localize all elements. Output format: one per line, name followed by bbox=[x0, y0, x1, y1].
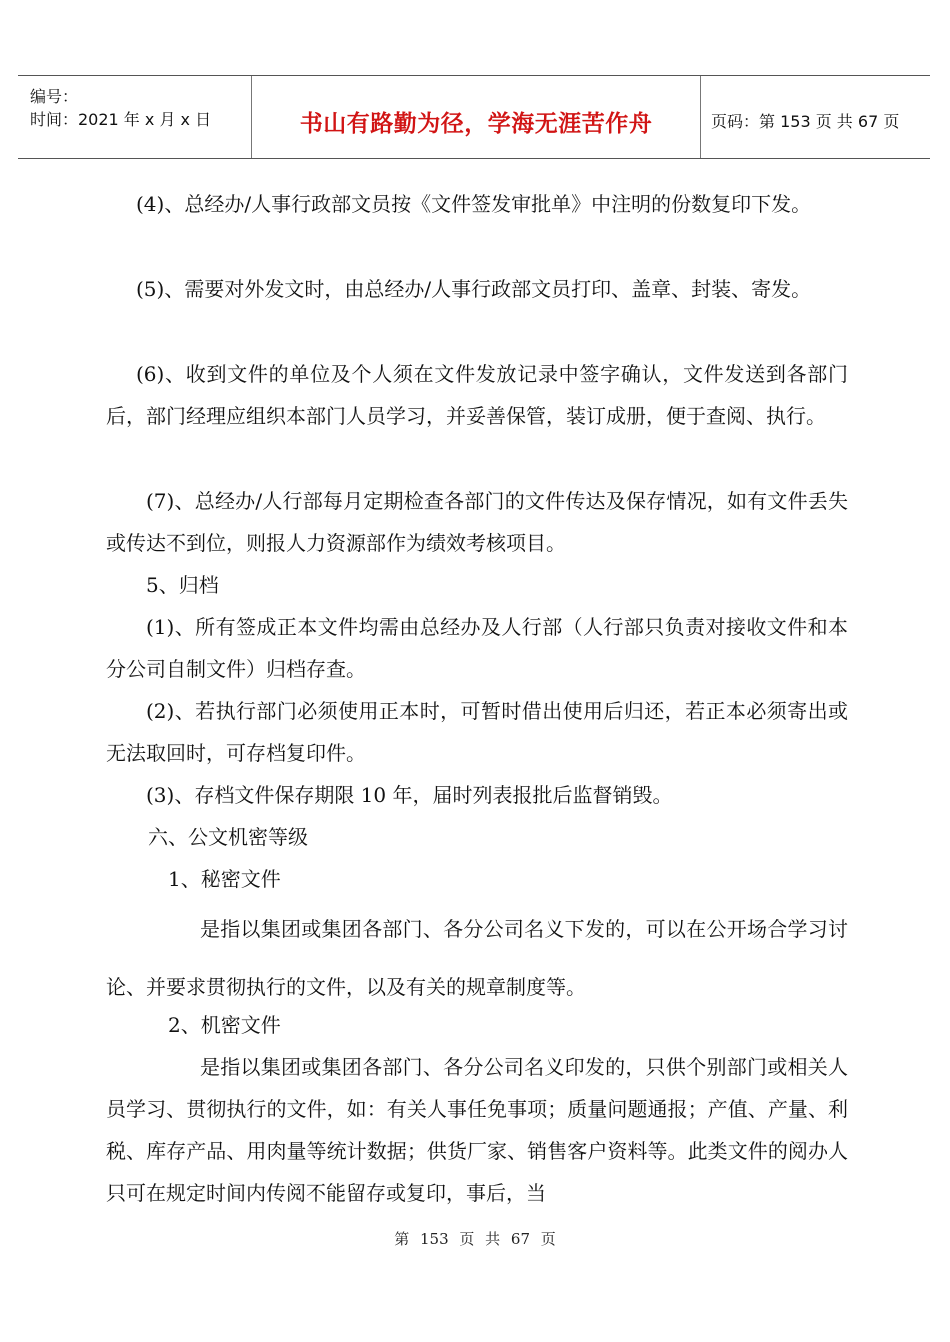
archive-paragraph-3: (3)、存档文件保存期限 10 年，届时列表报批后监督销毁。 bbox=[146, 783, 673, 807]
paragraph-5: (5)、需要对外发文时，由总经办/人事行政部文员打印、盖章、封装、寄发。 bbox=[136, 277, 812, 301]
page-header bbox=[18, 75, 930, 159]
confidential-file-definition: 是指以集团或集团各部门、各分公司名义印发的，只供个别部门或相关人员学习、贯彻执行的文件，如：有关人事任免事项；质量问题通报；产值、产量、利税、库存产品、用肉量等统计数据；供货厂家、销售客户资料等。此类文件的阅办人只可在规定时间内传阅不能留存或复印，事后，当 bbox=[106, 1055, 848, 1205]
subheading-confidential-file: 2、机密文件 bbox=[168, 1013, 281, 1037]
header-right-cell bbox=[701, 76, 930, 158]
archive-paragraph-2: (2)、若执行部门必须使用正本时，可暂时借出使用后归还，若正本必须寄出或无法取回时，可存档复印件。 bbox=[106, 699, 848, 765]
header-left-cell bbox=[18, 76, 252, 158]
document-time-label: 时间：2021 年 x 月 x 日 bbox=[30, 110, 212, 129]
header-page-number: 页码：第 153 页 共 67 页 bbox=[711, 112, 900, 131]
paragraph-7: (7)、总经办/人行部每月定期检查各部门的文件传达及保存情况，如有文件丢失或传达不到位，则报人力资源部作为绩效考核项目。 bbox=[106, 489, 848, 555]
subheading-secret-file: 1、秘密文件 bbox=[168, 867, 281, 891]
paragraph-4: (4)、总经办/人事行政部文员按《文件签发审批单》中注明的份数复印下发。 bbox=[136, 192, 812, 216]
page-footer: 第 153 页 共 67 页 bbox=[394, 1230, 556, 1248]
document-number-label: 编号： bbox=[30, 87, 79, 106]
archive-paragraph-1: (1)、所有签成正本文件均需由总经办及人行部（人行部只负责对接收文件和本分公司自制文件）归档存查。 bbox=[106, 615, 848, 681]
header-motto-cell bbox=[252, 76, 701, 158]
paragraph-6: (6)、收到文件的单位及个人须在文件发放记录中签字确认，文件发送到各部门后，部门经理应组织本部门人员学习，并妥善保管，装订成册，便于查阅、执行。 bbox=[106, 362, 848, 428]
section-heading-confidentiality: 六、公文机密等级 bbox=[148, 825, 308, 849]
secret-file-definition: 是指以集团或集团各部门、各分公司名义下发的，可以在公开场合学习讨论、并要求贯彻执行的文件，以及有关的规章制度等。 bbox=[106, 917, 848, 999]
section-heading-archive: 5、归档 bbox=[146, 573, 219, 597]
header-motto: 书山有路勤为径，学海无涯苦作舟 bbox=[299, 111, 653, 137]
